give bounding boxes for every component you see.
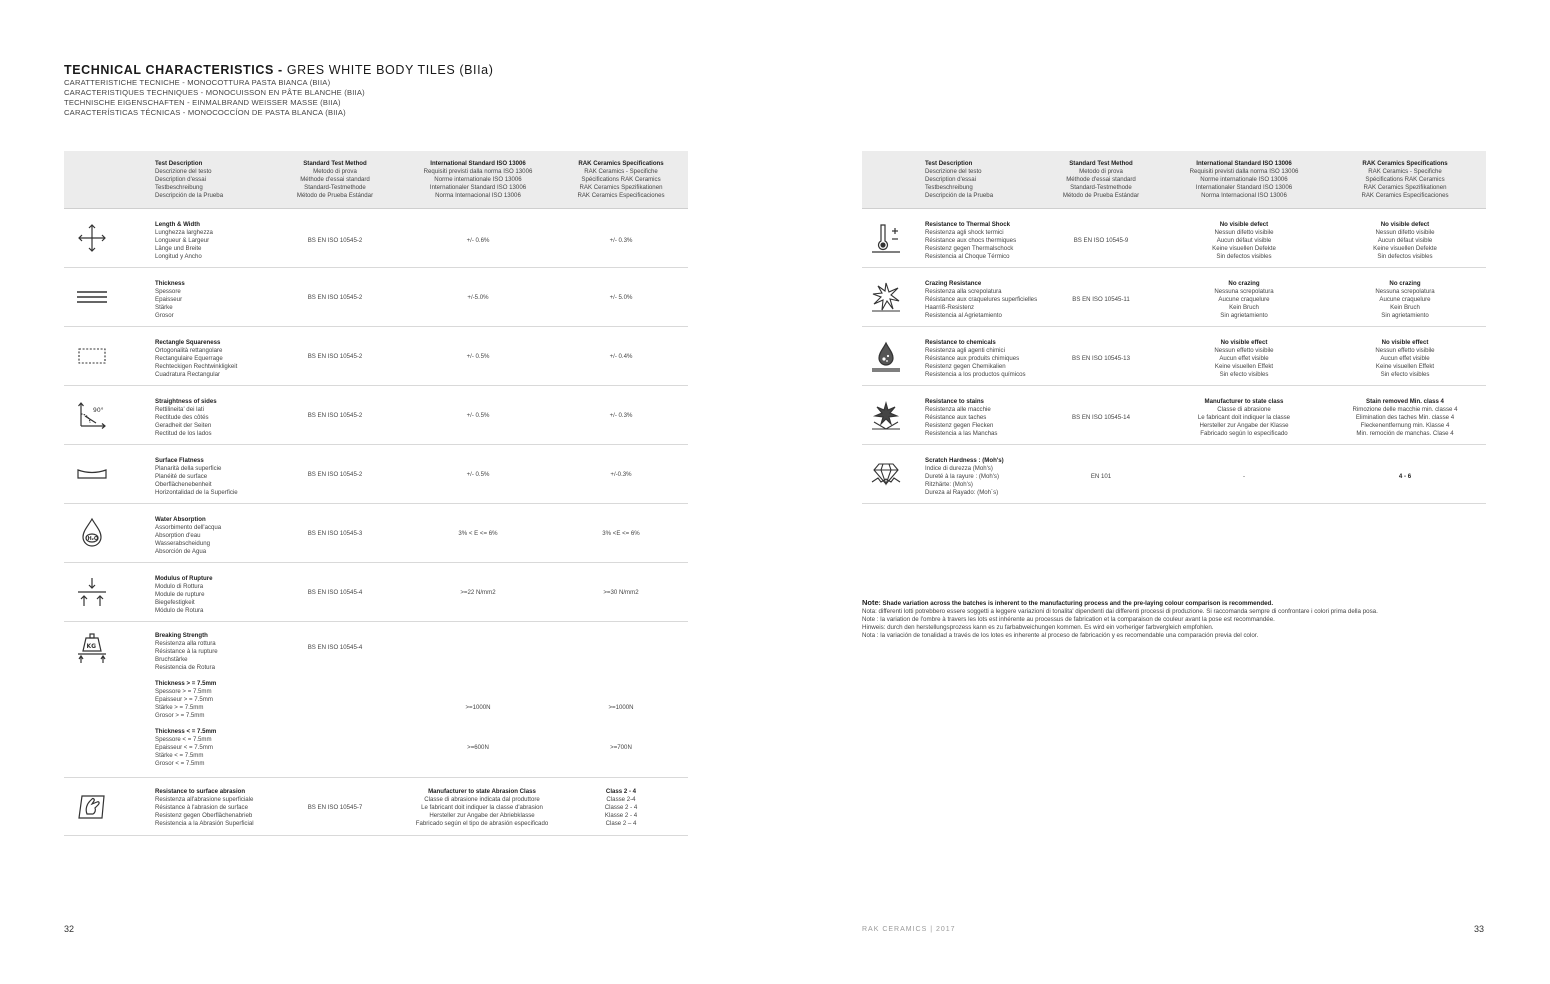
table-row	[862, 327, 1486, 386]
row-rak-value: Stain removed Min. class 4 Rimozione delle macchie min. classe 4 Elimination des taches Min. classe 4 Fleckenentfernung min. Klasse 4 Min. remoción de manchas. Clase 4	[1352, 398, 1458, 438]
row-method: BS EN ISO 10545-13	[1072, 355, 1130, 362]
row-method: BS EN ISO 10545-3	[307, 530, 363, 537]
diamond-icon	[870, 458, 902, 490]
svg-text:90°: 90°	[93, 407, 104, 414]
abrasion-hand-icon	[76, 790, 108, 822]
header-standard-method: Standard Test Method Metodo di prova Méthode d'essai standard Standard-Testmethode Método de Prueba Estándar	[1062, 160, 1140, 200]
note-label: Note	[862, 598, 879, 607]
row-iso-value: +/- 0.5%	[466, 353, 490, 360]
header-test-description: Test Description Descrizione del testo Description d'essai Testbeschreibung Descripción de la Prueba	[155, 160, 224, 200]
table-header	[64, 151, 688, 209]
row-iso-value: -	[1242, 473, 1246, 480]
subtitle-de: TECHNISCHE EIGENSCHAFTEN - EINMALBRAND WEISSER MASSE (BIIA)	[64, 98, 341, 107]
row-description: Resistance to stains Resistenza alle macchie Résistance aux taches Resistenz gegen Flecken Resistencia a las Manchas	[925, 398, 998, 438]
row-description: Resistance to chemicals Resistenza agli agenti chimici Résistance aux produits chimiques Resistenz gegen Chemikalien Resistencia a los productos químicos	[925, 339, 1026, 379]
svg-text:KG: KG	[86, 643, 97, 650]
note-french: Note : la variation de l'ombre à travers les lots est inhérente au processus de fabrication et la comparaison de couleur avant la pose est recommandée.	[862, 616, 1275, 624]
sub-description-thick: Thickness > = 7.5mm Spessore > = 7.5mm Epaisseur > = 7.5mm Stärke > = 7.5mm Grosor > = 7.5mm	[155, 680, 217, 720]
row-description: Resistance to surface abrasion Resistenza all'abrasione superficiale Résistance à l'abrasion de surface Resistenz gegen Oberflächenabrieb Resistencia a la Abrasión Superficial	[155, 788, 254, 828]
row-iso-value: Manufacturer to state Abrasion Class Classe di abrasione indicata dal produttore Le fabricant doit indiquer la classe d'abrasion Hersteller zur Angabe der Abriebklasse Fabricado según el tipo de abrasión especificado	[415, 788, 549, 828]
rectangle-dashed-icon	[76, 340, 108, 372]
water-drop-icon	[76, 517, 108, 549]
row-iso-value: No crazing Nessuna screpolatura Aucune craquelure Kein Bruch Sin agrietamiento	[1214, 280, 1274, 320]
row-rak-value: +/- 0.3%	[609, 412, 633, 419]
row-method: BS EN ISO 10545-14	[1072, 414, 1130, 421]
table-row	[64, 778, 688, 836]
row-iso-value: +/- 0.6%	[466, 237, 490, 244]
kg-weight-icon	[76, 632, 108, 664]
header-iso: International Standard ISO 13006 Requisiti previsti dalla norma ISO 13006 Norme internationale ISO 13006 Internationaler Standard ISO 13006 Norma Internacional ISO 13006	[423, 160, 533, 200]
row-iso-value: +/- 0.5%	[466, 471, 490, 478]
row-rak-value: 4 - 6	[1398, 473, 1412, 480]
footer-brand: RAK CERAMICS | 2017	[862, 926, 956, 933]
row-rak-value: +/- 0.4%	[609, 353, 633, 360]
crazing-icon	[870, 281, 902, 313]
right-spec-table	[862, 151, 1486, 504]
row-description: Surface Flatness Planarità della superficie Planéité de surface Oberflächenebenheit Horizontalidad de la Superficie	[155, 457, 238, 497]
row-description: Resistance to Thermal Shock Resistenza agli shock termici Résistance aux chocs thermiques Resistenz gegen Thermalschock Resistencia al Choque Térmico	[925, 221, 1017, 261]
row-rak-value: No visible effect Nessun effetto visibile Aucun effet visible Keine visuellen Effekt Sin efecto visibles	[1375, 339, 1435, 379]
header-test-description: Test Description Descrizione del testo Description d'essai Testbeschreibung Descripción de la Prueba	[925, 160, 994, 200]
sub-rak-value-thin: >=700N	[610, 744, 632, 751]
table-row	[64, 622, 688, 778]
thickness-lines-icon	[76, 281, 108, 313]
row-method: BS EN ISO 10545-2	[307, 294, 363, 301]
row-rak-value: +/- 0.3%	[609, 237, 633, 244]
row-iso-value: No visible defect Nessun difetto visibile Aucun défaut visible Keine visuellen Defekte Sin defectos visibles	[1212, 221, 1276, 261]
note-italian: Nota: differenti lotti potrebbero essere soggetti a leggere variazioni di tonalita' dipendenti dai differenti processi di produzione. Si raccomanda sempre di confrontare i colori prima della posa.	[862, 608, 1378, 616]
table-row	[64, 504, 688, 563]
row-method: BS EN ISO 10545-2	[307, 353, 363, 360]
row-method: BS EN ISO 10545-2	[307, 412, 363, 419]
sub-iso-value-thick: >=1000N	[465, 704, 491, 711]
stain-splash-icon	[870, 399, 902, 431]
row-iso-value: No visible effect Nessun effetto visibile Aucun effet visible Keine visuellen Effekt Sin efecto visibles	[1214, 339, 1274, 379]
table-row	[64, 445, 688, 504]
row-description: Rectangle Squareness Ortogonalità rettangolare Rectangulaire Equerrage Rechteckigen Rechtwinkligkeit Cuadratura Rectangular	[155, 339, 238, 379]
note-english: Note: Shade variation across the batches is inherent to the manufacturing process and the pre-laying colour comparison is recommended.	[862, 598, 1274, 607]
row-iso-value: +/-5.0%	[467, 294, 489, 301]
table-row	[64, 327, 688, 386]
surface-flatness-icon	[76, 458, 108, 490]
table-header	[862, 151, 1486, 209]
header-iso: International Standard ISO 13006 Requisiti previsti dalla norma ISO 13006 Norme internationale ISO 13006 Internationaler Standard ISO 13006 Norma Internacional ISO 13006	[1189, 160, 1299, 200]
row-description: Breaking Strength Resistenza alla rottura Résistance à la rupture Bruchstärke Resistencia de Rotura	[155, 632, 218, 672]
table-row	[64, 209, 688, 268]
row-description: Modulus of Rupture Modulo di Rottura Module de rupture Biegefestigkeit Módulo de Rotura	[155, 575, 213, 615]
header-rak: RAK Ceramics Specifications RAK Ceramics - Specifiche Spécifications RAK Ceramics RAK Ceramics Spezifikationen RAK Ceramics Especificaciones	[577, 160, 665, 200]
note-german: Hinweis: durch den herstellungsprozess kann es zu farbabweichungen kommen. Es wird ein vorheriger farbvergleich empfohlen.	[862, 624, 1214, 632]
row-method: BS EN ISO 10545-4	[307, 589, 363, 596]
row-method: BS EN ISO 10545-11	[1072, 296, 1130, 303]
svg-text:H₂O: H₂O	[87, 536, 99, 542]
sub-rak-value-thick: >=1000N	[608, 704, 634, 711]
row-description: Scratch Hardness : (Moh's) Indice di durezza (Moh's) Dureté à la rayure : (Moh's) Ritzhärte: (Moh's) Dureza al Rayado: (Moh´s)	[925, 457, 1004, 497]
row-method: BS EN ISO 10545-4	[307, 644, 363, 651]
header-standard-method: Standard Test Method Metodo di prova Méthode d'essai standard Standard-Testmethode Método de Prueba Estándar	[296, 160, 374, 200]
row-iso-value: Manufacturer to state class Classe di abrasione Le fabricant doit indiquer la classe Hersteller zur Angabe der Klasse Fabricado según lo especificado	[1197, 398, 1291, 438]
subtitle-fr: CARACTERISTIQUES TECHNIQUES - MONOCUISSON EN PÂTE BLANCHE (BIIA)	[64, 88, 365, 97]
row-rak-value: Class 2 - 4 Classe 2-4 Classe 2 - 4 Klasse 2 - 4 Clase 2 – 4	[604, 788, 638, 828]
sub-iso-value-thin: >=600N	[467, 744, 489, 751]
arrows-cross-icon	[76, 222, 108, 254]
row-description: Straightness of sides Rettilineita' dei lati Rectitude des côtés Geradheit der Seiten Rectitud de los lados	[155, 398, 217, 438]
row-rak-value: No crazing Nessuna screpolatura Aucune craquelure Kein Bruch Sin agrietamiento	[1375, 280, 1435, 320]
row-method: BS EN ISO 10545-7	[307, 804, 363, 811]
chemical-drop-icon	[870, 340, 902, 372]
row-rak-value: 3% <E <= 6%	[602, 530, 640, 537]
note-spanish: Nota : la variación de tonalidad a través de los lotes es inherente al proceso de fabricación y es recomendable una comparación previa del color.	[862, 632, 1259, 640]
row-rak-value: +/-0.3%	[610, 471, 632, 478]
page-number-right: 33	[1474, 924, 1485, 934]
page-title	[64, 62, 764, 78]
header-rak: RAK Ceramics Specifications RAK Ceramics - Specifiche Spécifications RAK Ceramics RAK Ceramics Spezifikationen RAK Ceramics Especificaciones	[1361, 160, 1449, 200]
row-method: BS EN ISO 10545-2	[307, 471, 363, 478]
row-method: BS EN ISO 10545-9	[1073, 237, 1129, 244]
row-rak-value: +/- 5.0%	[609, 294, 633, 301]
table-row	[64, 563, 688, 622]
left-spec-table	[64, 151, 688, 836]
rupture-arrows-icon	[76, 576, 108, 608]
table-row	[862, 445, 1486, 504]
table-row	[64, 268, 688, 327]
row-description: Length & Width Lunghezza larghezza Longueur & Largeur Länge und Breite Longitud y Ancho	[155, 221, 213, 261]
table-row	[862, 268, 1486, 327]
row-description: Thickness Spessore Epaisseur Stärke Grosor	[155, 280, 185, 320]
table-row	[862, 386, 1486, 445]
row-iso-value: 3% < E <= 6%	[458, 530, 498, 537]
table-row	[64, 386, 688, 445]
page-title-light: GRES WHITE BODY TILES (BIIa)	[286, 63, 494, 77]
sub-description-thin: Thickness < = 7.5mm Spessore < = 7.5mm Epaisseur < = 7.5mm Stärke < = 7.5mm Grosor < = 7.5mm	[155, 728, 217, 768]
row-description: Water Absorption Assorbimento dell'acqua Absorption d'eau Wasserabscheidung Absorción de Agua	[155, 516, 222, 556]
row-method: BS EN ISO 10545-2	[307, 237, 363, 244]
page-title-bold: TECHNICAL CHARACTERISTICS -	[64, 63, 283, 77]
page-number-left: 32	[64, 924, 75, 934]
row-rak-value: >=30 N/mm2	[603, 589, 639, 596]
subtitle-it: CARATTERISTICHE TECNICHE - MONOCOTTURA PASTA BIANCA (BIIA)	[64, 78, 331, 87]
title-block	[64, 62, 764, 118]
note-block	[862, 599, 1502, 640]
row-iso-value: +/- 0.5%	[466, 412, 490, 419]
subtitle-es: CARACTERÍSTICAS TÉCNICAS - MONOCOCCÍON DE PASTA BLANCA (BIIA)	[64, 108, 346, 117]
row-description: Crazing Resistance Resistenza alla screpolatura Résistance aux craquelures superficielles Haarriß-Resistenz Resistencia al Agrietamiento	[925, 280, 1038, 320]
row-iso-value: >=22 N/mm2	[460, 589, 496, 596]
row-rak-value: No visible defect Nessun difetto visibile Aucun défaut visible Keine visuellen Defekte Sin defectos visibles	[1373, 221, 1437, 261]
thermometer-icon	[870, 222, 902, 254]
row-method: EN 101	[1090, 473, 1112, 480]
table-row	[862, 209, 1486, 268]
angle-90-icon	[76, 399, 108, 431]
